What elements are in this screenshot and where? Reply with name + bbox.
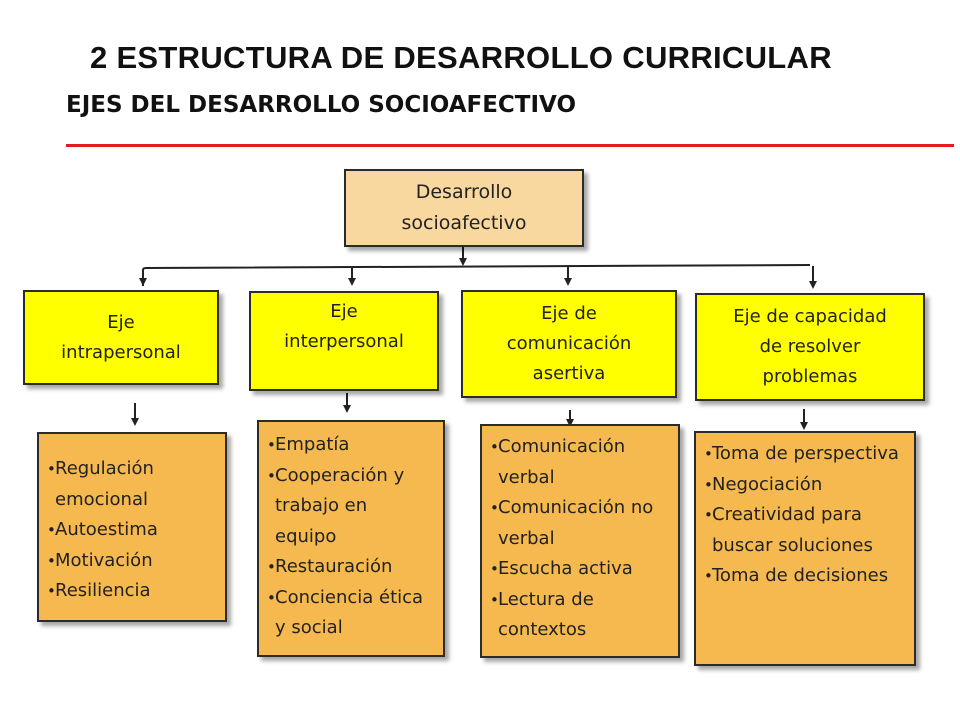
list-resolver-problemas [694,431,916,666]
list-item: • Toma de perspectiva [704,439,904,470]
page-title: 2 ESTRUCTURA DE DESARROLLO CURRICULAR [90,40,832,75]
list-interpersonal [257,420,445,657]
list-item: • Autoestima [47,515,215,546]
axis-label-line: Eje de capacidad [733,306,887,327]
list-item: • Negociación [704,470,904,501]
list-item: • Comunicación verbal [490,432,668,493]
axis-label-line: Eje de [541,303,597,324]
root-label-line1: Desarrollo [415,181,513,203]
list-item: • Restauración [267,552,433,583]
list-item: • Conciencia ética y social [267,583,433,644]
list-item: • Motivación [47,546,215,577]
axis-label-line: Eje [330,301,358,322]
axis-label-line: problemas [762,366,858,387]
list-item: • Regulación emocional [47,454,215,515]
list-item: • Comunicación no verbal [490,493,668,554]
axis-label-line: de resolver [759,336,861,357]
axis-label-line: Eje [107,311,135,333]
root-node [344,169,584,247]
axis-label-line: comunicación [506,333,632,354]
list-intrapersonal [37,432,227,622]
list-item: • Toma de decisiones [704,561,904,592]
list-item: • Empatía [267,430,433,461]
axis-interpersonal [249,291,439,391]
list-item: • Cooperación y trabajo en equipo [267,461,433,553]
list-item: • Resiliencia [47,576,215,607]
axis-label-line: intrapersonal [61,341,181,363]
axis-label-line: interpersonal [284,331,404,352]
list-item: • Escucha activa [490,554,668,585]
axis-label-line: asertiva [532,363,606,384]
root-label-line2: socioafectivo [401,212,527,234]
page-subtitle: EJES DEL DESARROLLO SOCIOAFECTIVO [66,92,576,118]
axis-comunicacion-asertiva [461,290,677,398]
list-comunicacion [480,424,680,658]
axis-resolver-problemas [695,293,925,401]
list-item: • Lectura de contextos [490,585,668,646]
list-item: • Creatividad para buscar soluciones [704,500,904,561]
axis-intrapersonal [23,290,219,385]
branch-bar [143,265,810,286]
